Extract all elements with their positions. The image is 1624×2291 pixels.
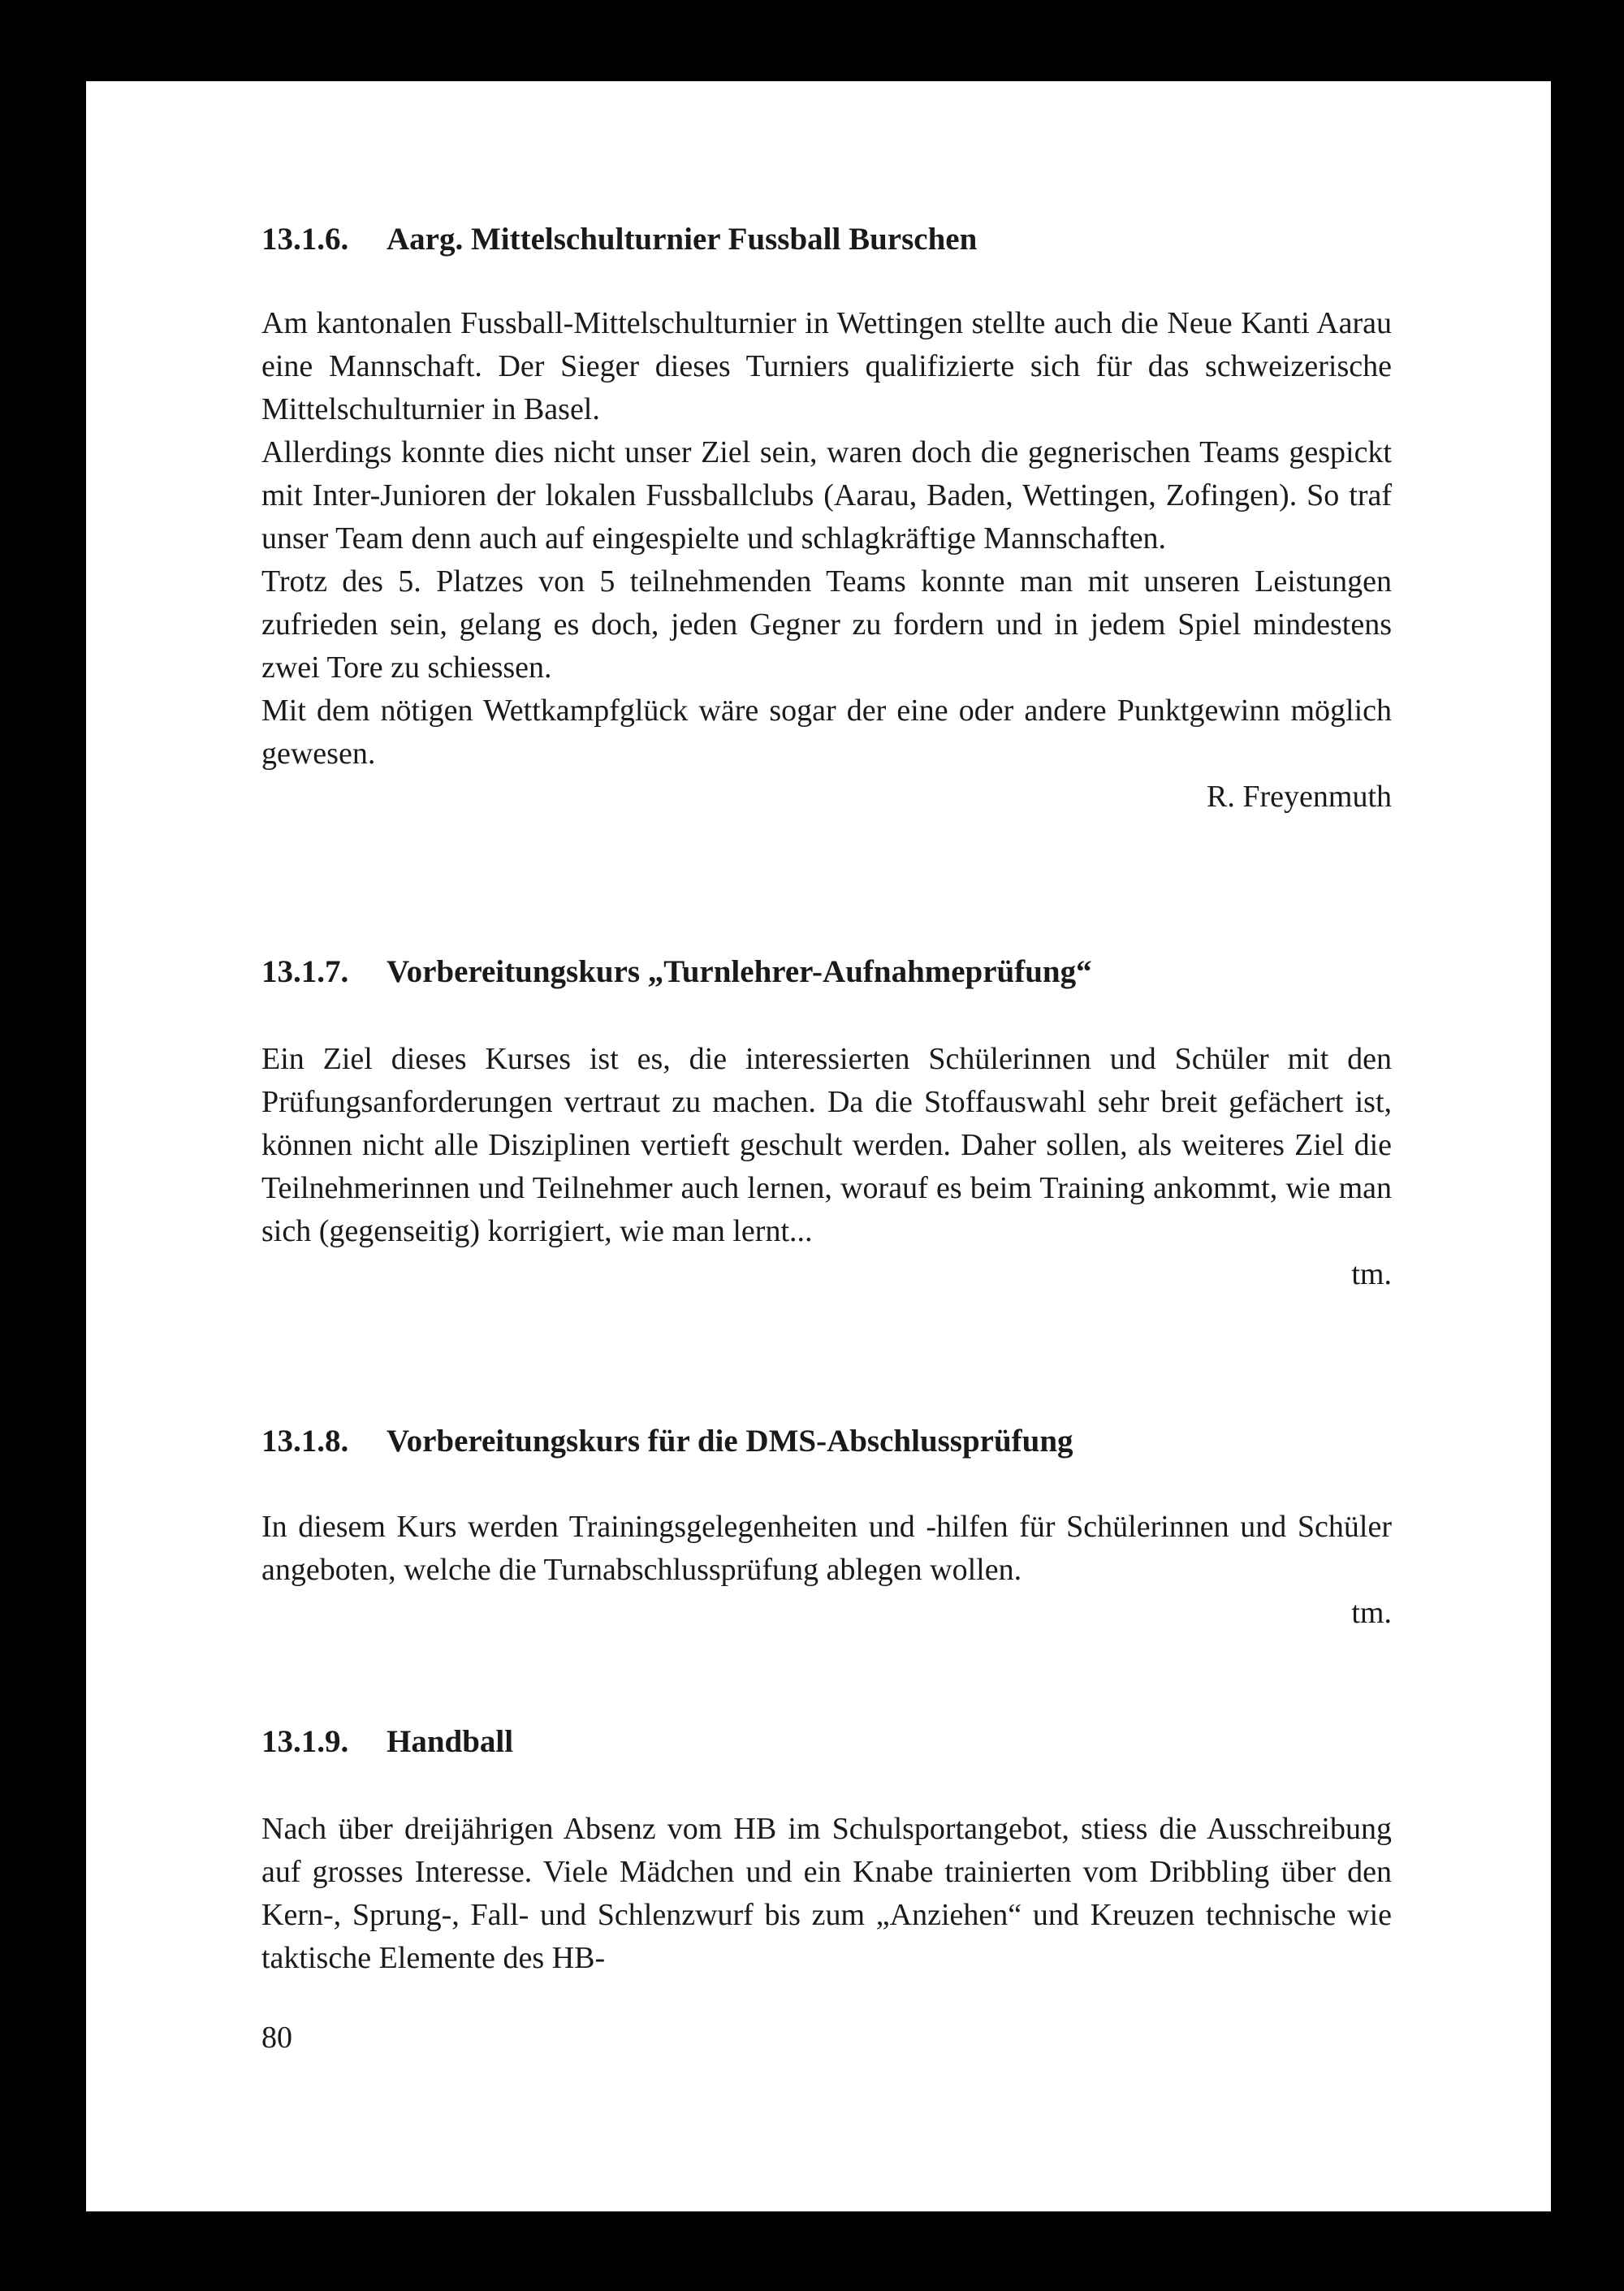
author-signature: R. Freyenmuth — [1207, 780, 1392, 814]
section-title: Aarg. Mittelschulturnier Fussball Burschen — [387, 222, 978, 257]
section-title: Handball — [387, 1724, 514, 1759]
section-number: 13.1.9. — [261, 1724, 349, 1759]
author-signature: tm. — [1351, 1596, 1392, 1630]
section-number: 13.1.6. — [261, 222, 349, 257]
paragraph: Allerdings konnte dies nicht unser Ziel sein, waren doch die gegnerischen Teams gespickt mit Inter-Junioren der lokalen Fussballclubs (Aarau, Baden, Wettingen, Zofingen). So traf unser Team denn auch auf eingespielte und schlagkräftige Mannschaften. — [261, 435, 1392, 555]
paragraph: Am kantonalen Fussball-Mittelschulturnier in Wettingen stellte auch die Neue Kanti Aarau eine Mannschaft. Der Sieger dieses Turniers qualifizierte sich für das schweizerische Mittelschulturnier in Basel. — [261, 306, 1392, 426]
section-number: 13.1.8. — [261, 1424, 349, 1459]
section-title: Vorbereitungskurs „Turnlehrer-Aufnahmeprüfung“ — [387, 954, 1092, 989]
paragraph: Trotz des 5. Platzes von 5 teilnehmenden Teams konnte man mit unseren Leistungen zufrieden sein, gelang es doch, jeden Gegner zu fordern und in jedem Spiel mindestens zwei Tore zu schiessen. — [261, 564, 1392, 685]
paragraph: In diesem Kurs werden Trainingsgelegenheiten und -hilfen für Schülerinnen und Schüler angeboten, welche die Turnabschlussprüfung ablegen wollen. — [261, 1510, 1392, 1587]
section-13-1-7 — [261, 953, 1392, 1296]
page-number: 80 — [261, 2021, 292, 2055]
section-heading — [261, 1723, 1392, 1761]
paragraph: Ein Ziel dieses Kurses ist es, die interessierten Schülerinnen und Schüler mit den Prüfungsanforderungen vertraut zu machen. Da die Stoffauswahl sehr breit gefächert ist, können nicht alle Disziplinen vertieft geschult werden. Daher sollen, als weiteres Ziel die Teilnehmerinnen und Teilnehmer auch lernen, worauf es beim Training ankommt, wie man sich (gegenseitig) korrigiert, wie man lernt... — [261, 1042, 1392, 1248]
section-13-1-8 — [261, 1423, 1392, 1635]
section-13-1-6 — [261, 221, 1392, 819]
section-title: Vorbereitungskurs für die DMS-Abschlussprüfung — [387, 1424, 1073, 1459]
paragraph: Mit dem nötigen Wettkampfglück wäre sogar der eine oder andere Punktgewinn möglich gewesen. — [261, 694, 1392, 771]
document-page — [86, 81, 1551, 2211]
paragraph: Nach über dreijährigen Absenz vom HB im Schulsportangebot, stiess die Ausschreibung auf grosses Interesse. Viele Mädchen und ein Knabe trainierten vom Dribbling über den Kern-, Sprung-, Fall- und Schlenzwurf bis zum „Anziehen“ und Kreuzen technische wie taktische Elemente des HB- — [261, 1812, 1392, 1975]
section-heading — [261, 953, 1392, 991]
section-number: 13.1.7. — [261, 954, 349, 989]
section-13-1-9 — [261, 1723, 1392, 1980]
author-signature: tm. — [1351, 1257, 1392, 1291]
section-heading — [261, 1423, 1392, 1460]
section-heading — [261, 221, 1392, 258]
